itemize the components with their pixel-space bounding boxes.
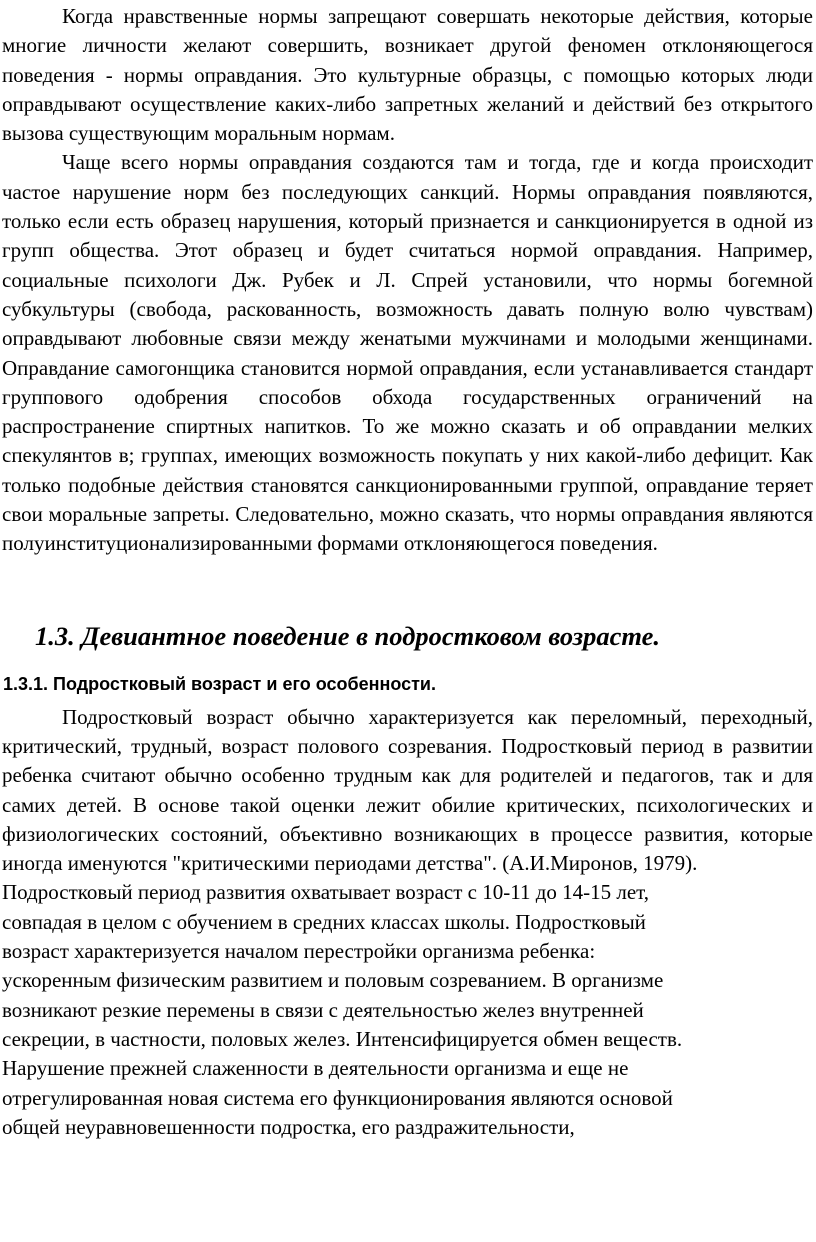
paragraph-justification-norms-origin: Чаще всего нормы оправдания создаются там и тогда, где и когда происходит частое нарушение норм без последующих санкций. Нормы оправдания появляются, только если есть образец нарушения, который признается и санкционируется в одной из групп общества. Этот образец и будет считаться нормой оправдания. Например, социальные психологи Дж. Рубек и Л. Спрей установили, что нормы богемной субкультуры (свобода, раскованность, возможность давать полную волю чувствам) оправдывают любовные связи между женатыми мужчинами и молодыми женщинами. Оправдание самогонщика становится нормой оправдания, если устанавливается стандарт группового одобрения способов обхода государственных ограничений на распространение спиртных напитков. То же можно сказать и об оправдании мелких спекулянтов в; группах, имеющих возможность покупать у них какой-либо дефицит. Как только подобные действия становятся санкционированными группой, оправдание теряет свои моральные запреты. Следовательно, можно сказать, что нормы оправдания являются полуинституционализированными формами отклоняющегося поведения. [2, 150, 813, 556]
text-line: общей неуравновешенности подростка, его раздражительности, [2, 1114, 575, 1139]
text-line: возраст характеризуется началом перестройки организма ребенка: [2, 939, 596, 964]
subsection-title: 1.3.1. Подростковый возраст и его особенности. [3, 673, 436, 694]
section-title: 1.3. Девиантное поведение в подростковом возрасте. [35, 620, 661, 651]
text-line: возникают резкие перемены в связи с деятельностью желез внутренней [2, 997, 644, 1022]
text-line: ускоренным физическим развитием и половым созреванием. В организме [2, 968, 664, 993]
text-line: Нарушение прежней слаженности в деятельности организма и еще не [2, 1056, 629, 1081]
text-line: секреции, в частности, половых желез. Интенсифицируется обмен веществ. [2, 1026, 683, 1051]
paragraph-adolescence-period [2, 878, 813, 1142]
paragraph-justification-norms-intro: Когда нравственные нормы запрещают совершать некоторые действия, которые многие личности желают совершить, возникает другой феномен отклоняющегося поведения - нормы оправдания. Это культурные образцы, с помощью которых люди оправдывают осуществление каких-либо запретных желаний и действий без открытого вызова существующим моральным нормам. [2, 4, 813, 146]
text-line: совпадая в целом с обучением в средних классах школы. Подростковый [2, 909, 646, 934]
text-line: Подростковый период развития охватывает возраст с 10-11 до 14-15 лет, [2, 880, 650, 905]
paragraph-adolescence-characteristics: Подростковый возраст обычно характеризуется как переломный, переходный, критический, трудный, возраст полового созревания. Подростковый период в развитии ребенка считают обычно особенно трудным как для родителей и педагогов, так и для самих детей. В основе такой оценки лежит обилие критических, психологических и физиологических состояний, объективно возникающих в процессе развития, которые иногда именуются "критическими периодами детства". (А.И.Миронов, 1979). [2, 704, 813, 876]
text-line: отрегулированная новая система его функционирования являются основой [2, 1085, 673, 1110]
